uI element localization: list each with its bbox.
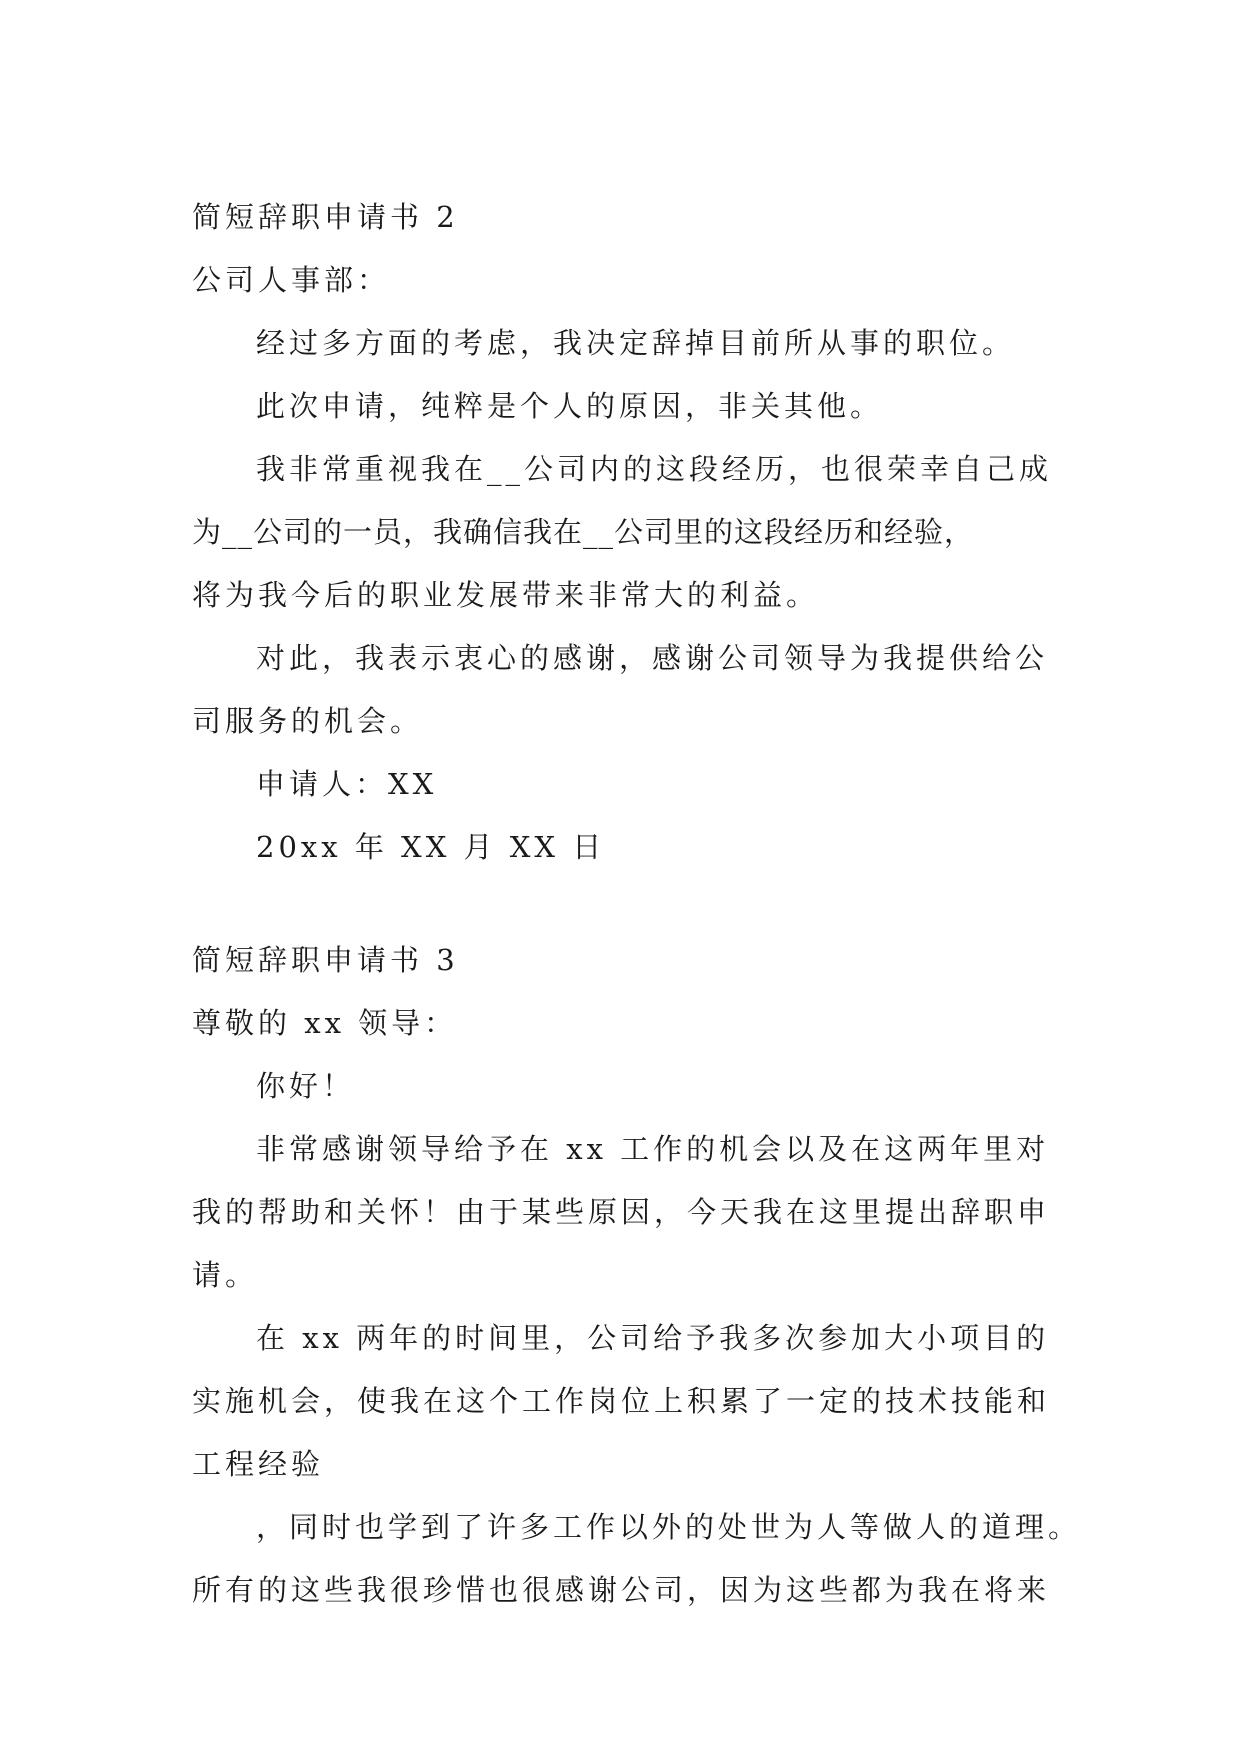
section-3-salutation: 尊敬的 xx 领导： [192,1006,458,1040]
paragraph-line: 将为我今后的职业发展带来非常大的利益。 [192,578,820,612]
section-2-salutation: 公司人事部： [192,263,391,297]
paragraph-line: 请。 [192,1258,259,1292]
paragraph-line: ，同时也学到了许多工作以外的处世为人等做人的道理。 [256,1510,1082,1544]
paragraph-line: 司服务的机会。 [192,704,424,738]
paragraph-line: 我的帮助和关怀！由于某些原因，今天我在这里提出辞职申 [192,1195,1051,1229]
paragraph-line: 实施机会，使我在这个工作岗位上积累了一定的技术技能和 [192,1384,1051,1418]
paragraph-line: 为__公司的一员，我确信我在__公司里的这段经历和经验， [192,515,975,549]
applicant-line: 申请人：XX [256,767,438,801]
paragraph-line: 在 xx 两年的时间里，公司给予我多次参加大小项目的 [256,1321,1050,1355]
paragraph-line: 我非常重视我在__公司内的这段经历，也很荣幸自己成 [256,452,1053,486]
section-3-title: 简短辞职申请书 3 [192,943,459,977]
paragraph-line: 所有的这些我很珍惜也很感谢公司，因为这些都为我在将来 [192,1573,1051,1607]
section-2-title: 简短辞职申请书 2 [192,200,459,234]
paragraph-line: 对此，我表示衷心的感谢，感谢公司领导为我提供给公 [256,641,1049,675]
paragraph-line: 工程经验 [192,1447,325,1481]
date-line: 20xx 年 XX 月 XX 日 [256,830,606,864]
paragraph-line: 经过多方面的考虑，我决定辞掉目前所从事的职位。 [256,326,1016,360]
greeting-line: 你好！ [256,1069,356,1103]
paragraph-line: 非常感谢领导给予在 xx 工作的机会以及在这两年里对 [256,1132,1050,1166]
paragraph-line: 此次申请，纯粹是个人的原因，非关其他。 [256,389,884,423]
